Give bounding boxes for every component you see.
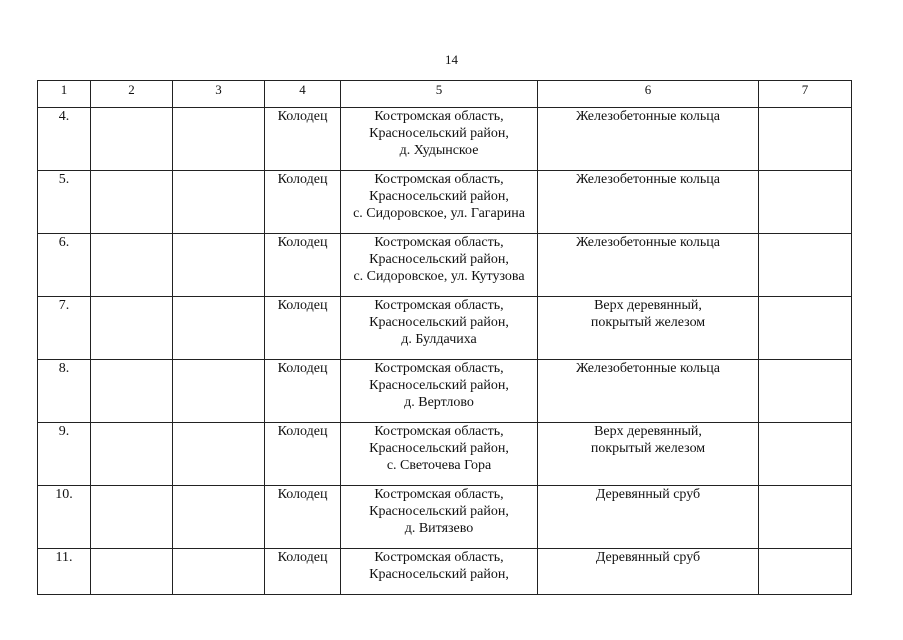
object-type: Колодец xyxy=(265,486,341,549)
column-header: 2 xyxy=(91,81,173,108)
empty-cell xyxy=(173,549,265,595)
empty-cell xyxy=(759,486,852,549)
row-number: 8. xyxy=(38,360,91,423)
column-header: 6 xyxy=(538,81,759,108)
description-cell xyxy=(538,234,759,297)
description-line: покрытый железом xyxy=(590,315,706,330)
description-line: Железобетонные кольца xyxy=(575,235,721,250)
address-cell xyxy=(341,423,538,486)
table-row xyxy=(38,486,852,549)
address-line: Красносельский район, xyxy=(369,315,509,330)
table-row xyxy=(38,234,852,297)
address-line: д. Булдачиха xyxy=(401,332,477,347)
address-line: Костромская область, xyxy=(374,361,504,376)
column-header: 7 xyxy=(759,81,852,108)
description-line: Верх деревянный, xyxy=(594,298,702,313)
empty-cell xyxy=(759,234,852,297)
empty-cell xyxy=(173,423,265,486)
address-line: Костромская область, xyxy=(374,424,504,439)
address-line: с. Сидоровское, ул. Кутузова xyxy=(353,269,525,284)
table-row xyxy=(38,108,852,171)
empty-cell xyxy=(173,360,265,423)
description-cell xyxy=(538,108,759,171)
description-cell xyxy=(538,549,759,595)
empty-cell xyxy=(173,171,265,234)
description-cell xyxy=(538,171,759,234)
address-line: Костромская область, xyxy=(374,550,504,565)
row-number: 4. xyxy=(38,108,91,171)
address-line: с. Сидоровское, ул. Гагарина xyxy=(353,206,525,221)
address-line: Костромская область, xyxy=(374,298,504,313)
description-line: Деревянный сруб xyxy=(595,550,701,565)
row-number: 10. xyxy=(38,486,91,549)
description-line: Железобетонные кольца xyxy=(575,361,721,376)
empty-cell xyxy=(91,234,173,297)
address-line: Костромская область, xyxy=(374,172,504,187)
empty-cell xyxy=(173,486,265,549)
empty-cell xyxy=(91,108,173,171)
object-type: Колодец xyxy=(265,171,341,234)
column-header: 5 xyxy=(341,81,538,108)
object-type: Колодец xyxy=(265,549,341,595)
address-line: д. Худынское xyxy=(399,143,479,158)
address-line: Костромская область, xyxy=(374,235,504,250)
address-cell xyxy=(341,486,538,549)
registry-table xyxy=(37,80,852,595)
column-header: 1 xyxy=(38,81,91,108)
header-row xyxy=(38,81,852,108)
empty-cell xyxy=(91,423,173,486)
object-type: Колодец xyxy=(265,234,341,297)
object-type: Колодец xyxy=(265,423,341,486)
address-line: д. Вертлово xyxy=(404,395,474,410)
description-cell xyxy=(538,423,759,486)
empty-cell xyxy=(759,360,852,423)
address-cell xyxy=(341,171,538,234)
column-header: 3 xyxy=(173,81,265,108)
table-row xyxy=(38,360,852,423)
empty-cell xyxy=(173,297,265,360)
address-cell xyxy=(341,297,538,360)
table-row xyxy=(38,549,852,595)
empty-cell xyxy=(91,360,173,423)
address-line: с. Светочева Гора xyxy=(386,458,492,473)
empty-cell xyxy=(91,297,173,360)
description-line: Верх деревянный, xyxy=(594,424,702,439)
description-cell xyxy=(538,360,759,423)
address-line: Красносельский район, xyxy=(369,504,509,519)
empty-cell xyxy=(91,171,173,234)
address-cell xyxy=(341,234,538,297)
object-type: Колодец xyxy=(265,108,341,171)
address-line: Красносельский район, xyxy=(369,441,509,456)
address-line: Костромская область, xyxy=(374,109,504,124)
description-line: покрытый железом xyxy=(590,441,706,456)
column-header: 4 xyxy=(265,81,341,108)
description-line: Железобетонные кольца xyxy=(575,109,721,124)
address-line: Красносельский район, xyxy=(369,126,509,141)
address-line: Красносельский район, xyxy=(369,189,509,204)
address-line: Красносельский район, xyxy=(369,378,509,393)
empty-cell xyxy=(759,108,852,171)
row-number: 6. xyxy=(38,234,91,297)
address-cell xyxy=(341,360,538,423)
address-cell xyxy=(341,549,538,595)
row-number: 5. xyxy=(38,171,91,234)
address-line: д. Витязево xyxy=(404,521,474,536)
address-line: Красносельский район, xyxy=(369,252,509,267)
address-line: Костромская область, xyxy=(374,487,504,502)
table-row xyxy=(38,423,852,486)
address-line: Красносельский район, xyxy=(369,567,509,582)
empty-cell xyxy=(91,549,173,595)
object-type: Колодец xyxy=(265,360,341,423)
empty-cell xyxy=(759,171,852,234)
table-row xyxy=(38,297,852,360)
page-number: 14 xyxy=(445,52,458,67)
description-line: Железобетонные кольца xyxy=(575,172,721,187)
object-type: Колодец xyxy=(265,297,341,360)
description-cell xyxy=(538,297,759,360)
empty-cell xyxy=(759,423,852,486)
address-cell xyxy=(341,108,538,171)
row-number: 11. xyxy=(38,549,91,595)
empty-cell xyxy=(173,108,265,171)
row-number: 9. xyxy=(38,423,91,486)
empty-cell xyxy=(759,297,852,360)
description-line: Деревянный сруб xyxy=(595,487,701,502)
empty-cell xyxy=(759,549,852,595)
empty-cell xyxy=(91,486,173,549)
empty-cell xyxy=(173,234,265,297)
description-cell xyxy=(538,486,759,549)
table-row xyxy=(38,171,852,234)
row-number: 7. xyxy=(38,297,91,360)
